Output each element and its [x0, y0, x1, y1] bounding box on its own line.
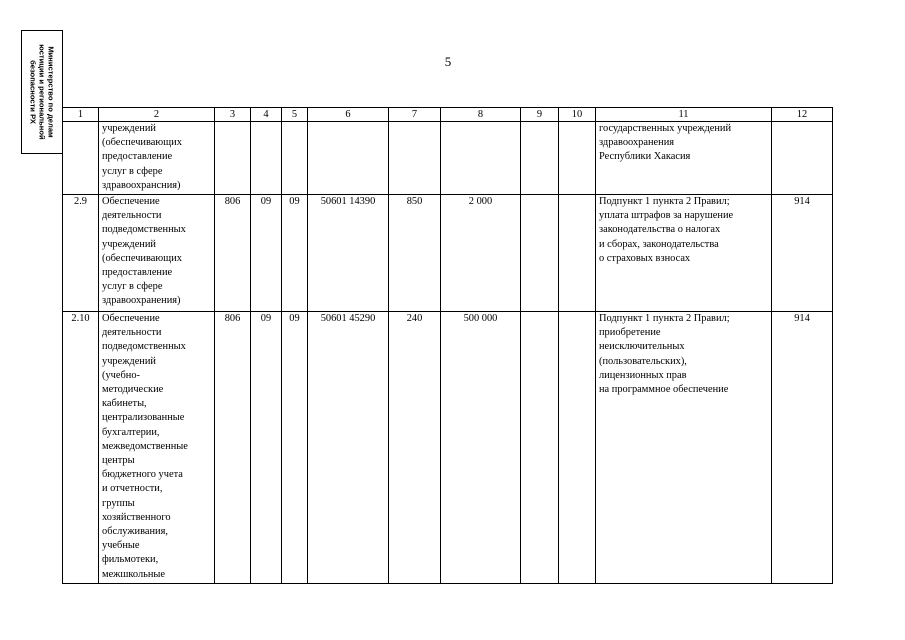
note-cell [596, 312, 772, 584]
code-cell: 09 [251, 195, 282, 312]
text-line: Обеспечение [102, 196, 160, 207]
column-header: 2 [99, 108, 215, 122]
table-cell [441, 122, 521, 195]
column-header: 3 [215, 108, 251, 122]
table-cell [521, 122, 559, 195]
column-header: 10 [559, 108, 596, 122]
text-line: учреждений [102, 123, 156, 134]
text-line: Подпункт 1 пункта 2 Правил; [599, 196, 730, 207]
text-line: и отчетности, [102, 483, 163, 495]
text-line: (пользовательских), [599, 355, 687, 367]
description-cell [99, 195, 215, 312]
text-line: учебные [102, 540, 140, 552]
code-cell: 50601 14390 [308, 195, 389, 312]
table-cell [521, 195, 559, 312]
column-header: 11 [596, 108, 772, 122]
text-line: (учебно- [102, 369, 140, 381]
code-cell: 914 [772, 312, 833, 584]
text-line: фильмотеки, [102, 554, 159, 566]
column-header: 5 [282, 108, 308, 122]
code-cell: 09 [251, 312, 282, 584]
text-line: деятельности [102, 210, 162, 222]
text-line: подведомственных [102, 224, 186, 236]
text-line: предоставление [102, 267, 173, 279]
column-header: 12 [772, 108, 833, 122]
text-line: хозяйственного [102, 511, 171, 523]
code-cell: 09 [282, 195, 308, 312]
text-line: обслуживания, [102, 526, 168, 538]
text-line: на программное обеспечение [599, 384, 729, 396]
column-header: 6 [308, 108, 389, 122]
code-cell: 850 [389, 195, 441, 312]
code-cell: 50601 45290 [308, 312, 389, 584]
text-line: приобретение [599, 327, 661, 339]
column-header: 8 [441, 108, 521, 122]
code-cell: 09 [282, 312, 308, 584]
text-line: здравоохрансния) [102, 179, 181, 191]
column-header: 7 [389, 108, 441, 122]
budget-table [62, 107, 833, 584]
table-cell [559, 195, 596, 312]
table-cell [772, 122, 833, 195]
table-cell [63, 122, 99, 195]
stamp-line: безопасности РХ [28, 60, 38, 124]
code-cell: 806 [215, 195, 251, 312]
text-line: законодательства о налогах [599, 224, 721, 236]
column-header: 1 [63, 108, 99, 122]
column-header: 4 [251, 108, 282, 122]
code-cell: 806 [215, 312, 251, 584]
note-cell [596, 122, 772, 195]
text-line: уплата штрафов за нарушение [599, 210, 734, 222]
table-row [63, 195, 833, 312]
table-cell [521, 312, 559, 584]
text-line: (обеспечивающих [102, 137, 182, 149]
amount-cell: 500 000 [441, 312, 521, 584]
text-line: здравоохранения [599, 137, 675, 149]
text-line: межшкольные [102, 568, 166, 580]
description-cell [99, 312, 215, 584]
text-line: подведомственных [102, 341, 186, 353]
text-line: лицензионных прав [599, 369, 687, 381]
text-line: методические [102, 384, 164, 396]
text-line: (обеспечивающих [102, 252, 182, 264]
text-line: о страховых взносах [599, 252, 691, 264]
header-row [63, 108, 833, 122]
code-cell: 914 [772, 195, 833, 312]
stamp-line: юстиции и региональной [37, 44, 47, 140]
table-cell [215, 122, 251, 195]
text-line: услуг в сфере [102, 281, 163, 293]
text-line: Республики Хакасия [599, 151, 691, 163]
note-cell [596, 195, 772, 312]
table-cell [282, 122, 308, 195]
text-line: бюджетного учета [102, 469, 183, 481]
text-line: центры [102, 455, 135, 467]
table-cell [251, 122, 282, 195]
text-line: Подпункт 1 пункта 2 Правил; [599, 313, 730, 324]
table-cell [308, 122, 389, 195]
table-row [63, 312, 833, 584]
table-cell [389, 122, 441, 195]
text-line: неисключительных [599, 341, 685, 353]
text-line: государственных учреждений [599, 123, 732, 134]
text-line: учреждений [102, 355, 156, 367]
text-line: здравоохранения) [102, 295, 181, 307]
column-header: 9 [521, 108, 559, 122]
page-number: 5 [444, 54, 452, 69]
registration-stamp [21, 30, 63, 154]
text-line: централизованные [102, 412, 185, 424]
text-line: группы [102, 497, 135, 509]
text-line: Обеспечение [102, 313, 160, 324]
stamp-text [29, 33, 56, 151]
text-line: предоставление [102, 151, 173, 163]
row-number: 2.10 [63, 312, 99, 584]
text-line: бухгалтерии, [102, 426, 160, 438]
row-number: 2.9 [63, 195, 99, 312]
text-line: деятельности [102, 327, 162, 339]
text-line: межведомственные [102, 440, 188, 452]
amount-cell: 2 000 [441, 195, 521, 312]
text-line: учреждений [102, 238, 156, 250]
continuation-row [63, 122, 833, 195]
table-cell [559, 122, 596, 195]
code-cell: 240 [389, 312, 441, 584]
text-line: услуг в сфере [102, 165, 163, 177]
text-line: кабинеты, [102, 398, 147, 410]
stamp-line: Министерство по делам [46, 46, 56, 138]
description-cell [99, 122, 215, 195]
text-line: и сборах, законодательства [599, 238, 719, 250]
table-cell [559, 312, 596, 584]
